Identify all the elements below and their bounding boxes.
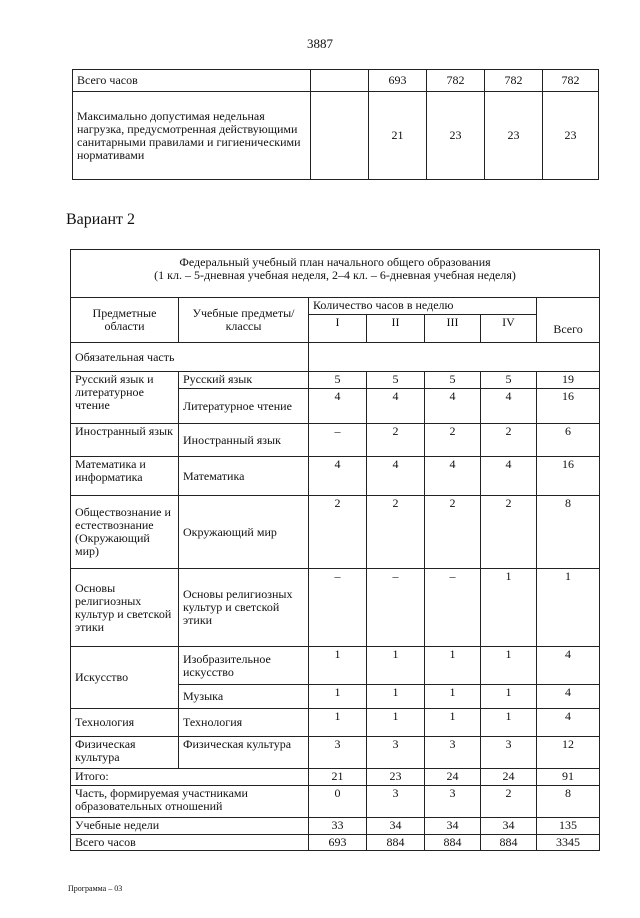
summary-label: Всего часов	[71, 835, 309, 851]
cell-total: 16	[537, 389, 600, 424]
cell-value: 1	[481, 709, 537, 737]
cell-total: 16	[537, 457, 600, 496]
cell-value: 2	[425, 424, 481, 457]
cell-value: 1	[367, 685, 425, 709]
page-number: 3887	[307, 36, 333, 51]
cell-value: 1	[425, 685, 481, 709]
cell-value: 2	[425, 496, 481, 569]
table-row	[73, 70, 599, 92]
cell-value: 3	[425, 737, 481, 769]
cell-total: 4	[537, 709, 600, 737]
cell-value: 5	[367, 372, 425, 389]
table-row	[71, 709, 600, 737]
cell-total: 8	[537, 496, 600, 569]
subject-label: Музыка	[179, 685, 309, 709]
area-label: Иностранный язык	[71, 424, 179, 457]
cell-value: 1	[425, 647, 481, 685]
cell-value: 782	[427, 70, 485, 92]
table-row	[71, 569, 600, 647]
header-grade: III	[425, 315, 481, 343]
subject-label: Литературное чтение	[179, 389, 309, 424]
footer-program-code: Программа – 03	[68, 884, 123, 893]
header-grade: II	[367, 315, 425, 343]
header-grade: I	[309, 315, 367, 343]
cell-value: 2	[309, 496, 367, 569]
cell-value: 1	[481, 569, 537, 647]
header-grade: IV	[481, 315, 537, 343]
plan-title-line2: (1 кл. – 5-дневная учебная неделя, 2–4 кл. – 6-дневная учебная неделя)	[154, 268, 516, 282]
cell-value: 1	[367, 647, 425, 685]
table-row	[71, 786, 600, 818]
cell-total: 3345	[537, 835, 600, 851]
cell-total: 8	[537, 786, 600, 818]
cell-value: 1	[309, 647, 367, 685]
cell-value: 21	[369, 92, 427, 180]
cell-total: 91	[537, 769, 600, 786]
cell-value: 34	[425, 818, 481, 835]
plan-title	[71, 250, 600, 298]
table-row	[73, 92, 599, 180]
subject-label: Математика	[179, 457, 309, 496]
cell-total: 4	[537, 685, 600, 709]
subject-label: Изобразительное искусство	[179, 647, 309, 685]
header-subjects: Учебные предметы/ классы	[179, 298, 309, 343]
table-row	[71, 835, 600, 851]
table-row	[71, 424, 600, 457]
cell-value: 2	[481, 496, 537, 569]
cell-value: 23	[485, 92, 543, 180]
cell-value: –	[309, 569, 367, 647]
cell-value: 3	[425, 786, 481, 818]
cell-value: 3	[309, 737, 367, 769]
cell-value: 1	[367, 709, 425, 737]
plan-title-line1: Федеральный учебный план начального общего образования	[179, 255, 491, 269]
cell-value: 693	[309, 835, 367, 851]
cell-value: 884	[481, 835, 537, 851]
cell-value: 5	[425, 372, 481, 389]
cell-total: 6	[537, 424, 600, 457]
cell-value: 3	[367, 737, 425, 769]
table-row	[71, 818, 600, 835]
cell-value: 4	[309, 389, 367, 424]
cell-value: 34	[481, 818, 537, 835]
cell-value: 3	[481, 737, 537, 769]
table-row	[71, 457, 600, 496]
area-label: Физическая культура	[71, 737, 179, 769]
table-row	[71, 737, 600, 769]
header-areas: Предметные области	[71, 298, 179, 343]
subject-label: Основы религиозных культур и светской этики	[179, 569, 309, 647]
subject-label: Окружающий мир	[179, 496, 309, 569]
subject-label: Иностранный язык	[179, 424, 309, 457]
cell-value: 5	[309, 372, 367, 389]
table-row	[71, 647, 600, 685]
area-label: Русский язык и литературное чтение	[71, 372, 179, 424]
cell-value: 884	[425, 835, 481, 851]
cell-value: 23	[427, 92, 485, 180]
area-label: Обществознание и естествознание (Окружающий мир)	[71, 496, 179, 569]
subject-label: Русский язык	[179, 372, 309, 389]
cell-value: 884	[367, 835, 425, 851]
cell-value: 1	[309, 685, 367, 709]
header-total: Всего	[537, 298, 600, 343]
table-row	[71, 372, 600, 389]
summary-label: Итого:	[71, 769, 309, 786]
cell-value: 23	[543, 92, 599, 180]
row-label: Всего часов	[73, 70, 311, 92]
mandatory-part-label: Обязательная часть	[71, 343, 309, 372]
cell-value: –	[309, 424, 367, 457]
cell-total: 1	[537, 569, 600, 647]
curriculum-plan-table	[70, 249, 600, 851]
row-spacer	[311, 92, 369, 180]
cell-total: 19	[537, 372, 600, 389]
cell-value: 0	[309, 786, 367, 818]
subject-label: Технология	[179, 709, 309, 737]
cell-value: 2	[367, 424, 425, 457]
cell-value: 1	[309, 709, 367, 737]
summary-label: Учебные недели	[71, 818, 309, 835]
cell-value: 1	[481, 647, 537, 685]
area-label: Искусство	[71, 647, 179, 709]
cell-total: 135	[537, 818, 600, 835]
row-spacer	[311, 70, 369, 92]
cell-value: 1	[425, 709, 481, 737]
summary-label: Часть, формируемая участниками образовательных отношений	[71, 786, 309, 818]
cell-total: 12	[537, 737, 600, 769]
cell-value: 4	[367, 457, 425, 496]
area-label: Технология	[71, 709, 179, 737]
cell-value: 21	[309, 769, 367, 786]
cell-value: 33	[309, 818, 367, 835]
cell-value: 693	[369, 70, 427, 92]
cell-value: 4	[481, 457, 537, 496]
cell-value: 34	[367, 818, 425, 835]
cell-value: 1	[481, 685, 537, 709]
area-label: Основы религиозных культур и светской этики	[71, 569, 179, 647]
cell-value: 4	[367, 389, 425, 424]
cell-value: 3	[367, 786, 425, 818]
cell-value: 782	[485, 70, 543, 92]
cell-value: 24	[425, 769, 481, 786]
cell-value: 4	[309, 457, 367, 496]
cell-value: 5	[481, 372, 537, 389]
cell-value: 4	[481, 389, 537, 424]
cell-value: 4	[425, 389, 481, 424]
cell-value: 2	[481, 786, 537, 818]
area-label: Математика и информатика	[71, 457, 179, 496]
cell-value: 2	[367, 496, 425, 569]
cell-value: –	[425, 569, 481, 647]
table-row	[71, 496, 600, 569]
subject-label: Физическая культура	[179, 737, 309, 769]
top-hours-table	[72, 69, 599, 180]
header-hours-per-week: Количество часов в неделю	[309, 298, 537, 315]
row-label: Максимально допустимая недельная нагрузка, предусмотренная действующими санитарными правилами и гигиеническими нормативами	[73, 92, 311, 180]
cell-value: 24	[481, 769, 537, 786]
table-row	[71, 769, 600, 786]
variant-heading: Вариант 2	[66, 211, 135, 228]
cell-value: 2	[481, 424, 537, 457]
cell-value: 23	[367, 769, 425, 786]
cell-value: –	[367, 569, 425, 647]
cell-value: 4	[425, 457, 481, 496]
cell-total: 4	[537, 647, 600, 685]
cell-value: 782	[543, 70, 599, 92]
mandatory-part-spacer	[309, 343, 600, 372]
